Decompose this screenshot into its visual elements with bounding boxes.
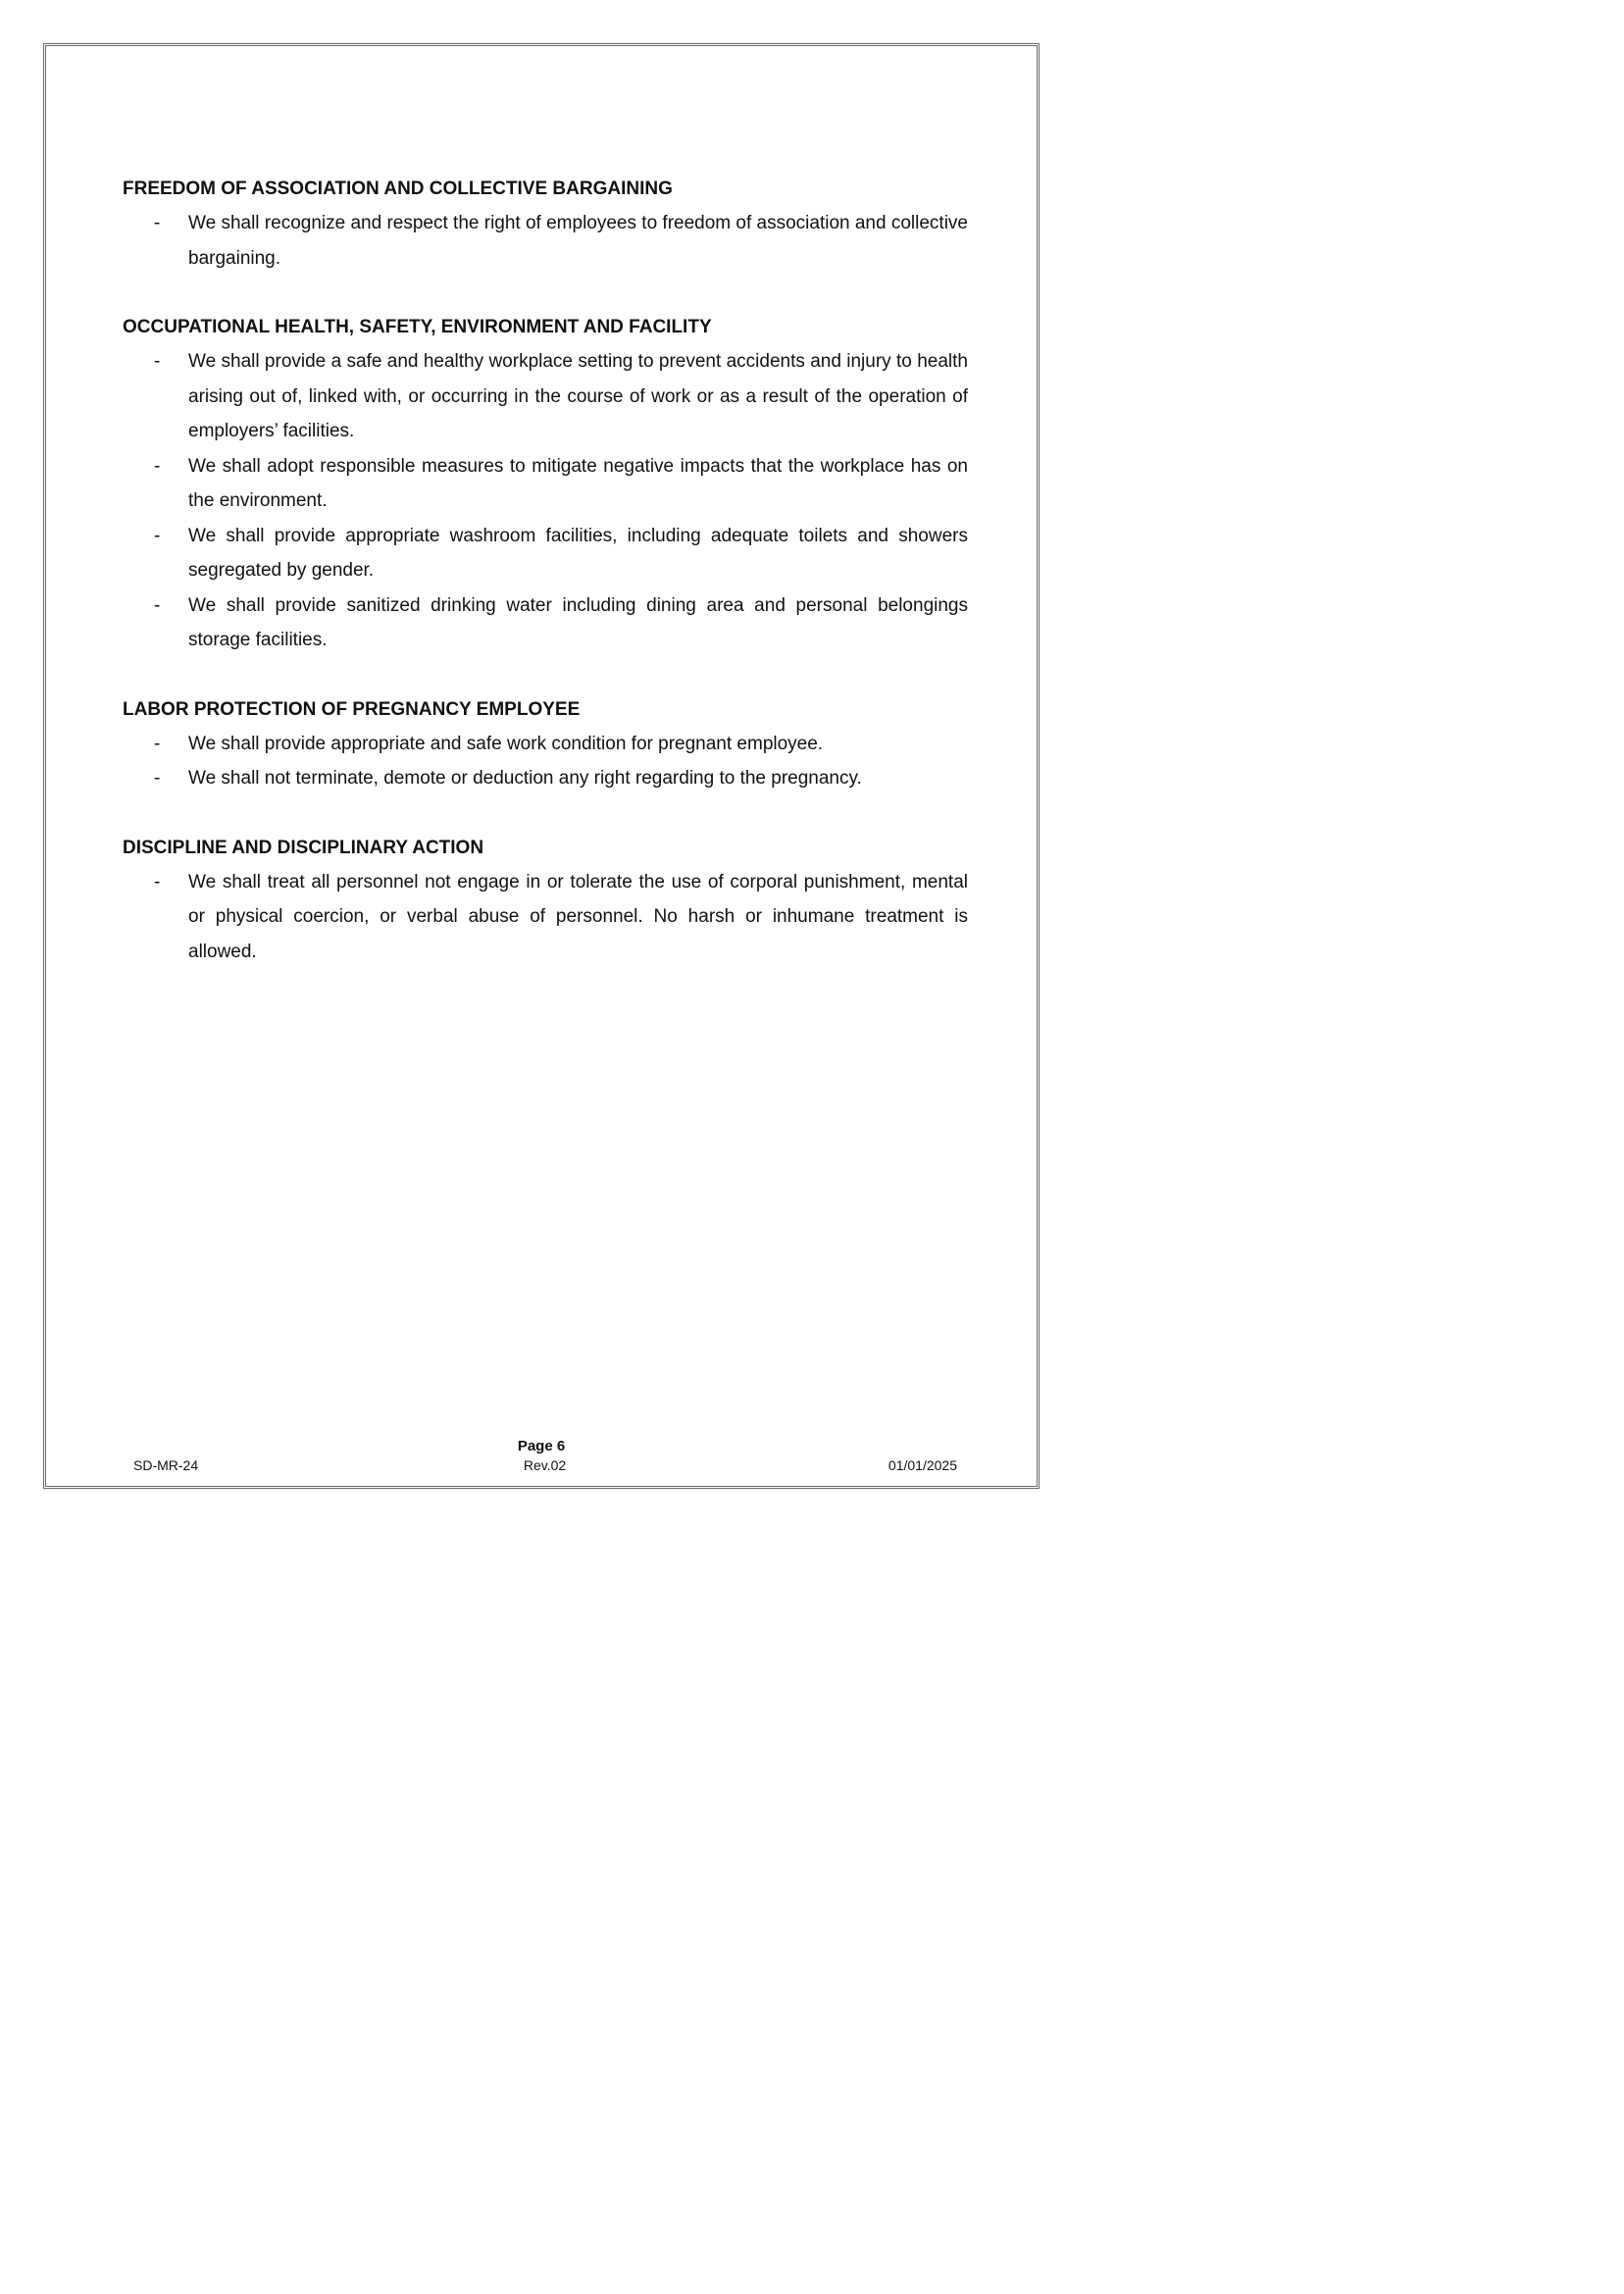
- list-item: [123, 519, 968, 588]
- document-body: [123, 172, 968, 1003]
- bullet-dash: -: [154, 733, 161, 754]
- section-heading: FREEDOM OF ASSOCIATION AND COLLECTIVE BARGAINING: [123, 178, 673, 199]
- bullet-dash: -: [154, 525, 161, 546]
- list-item-text: We shall provide appropriate washroom facilities, including adequate toilets and showers segregated by gender.: [188, 525, 968, 581]
- list-item-text: We shall not terminate, demote or deduction any right regarding to the pregnancy.: [188, 768, 862, 789]
- list-item: [123, 206, 968, 276]
- section-occupational-health: [123, 310, 968, 658]
- page-number: Page 6: [517, 1438, 566, 1454]
- list-item-text: We shall treat all personnel not engage in or tolerate the use of corporal punishment, mental or physical coercion, or verbal abuse of personnel. No harsh or inhumane treatment is allowed.: [188, 871, 968, 962]
- list-item: [123, 761, 968, 796]
- revision-label: Rev.02: [523, 1457, 567, 1473]
- section-heading: LABOR PROTECTION OF PREGNANCY EMPLOYEE: [123, 698, 581, 720]
- list-item: [123, 727, 968, 762]
- list-item: [123, 449, 968, 519]
- bullet-dash: -: [154, 213, 161, 233]
- bullet-dash: -: [154, 768, 161, 789]
- section-discipline: [123, 831, 968, 970]
- list-item: [123, 588, 968, 658]
- section-freedom-of-association: [123, 172, 968, 276]
- bullet-dash: -: [154, 351, 161, 372]
- bullet-dash: -: [154, 871, 161, 892]
- section-heading: OCCUPATIONAL HEALTH, SAFETY, ENVIRONMENT AND FACILITY: [123, 317, 712, 337]
- list-item-text: We shall provide a safe and healthy workplace setting to prevent accidents and injury to health arising out of, linked with, or occurring in the course of work or as a result of the operation of employers’ facilities.: [188, 351, 968, 441]
- bullet-dash: -: [154, 455, 161, 477]
- list-item: [123, 865, 968, 970]
- list-item-text: We shall adopt responsible measures to mitigate negative impacts that the workplace has on the environment.: [188, 455, 968, 511]
- section-labor-protection-pregnancy: [123, 692, 968, 796]
- list-item: [123, 344, 968, 449]
- bullet-dash: -: [154, 594, 161, 616]
- list-item-text: We shall recognize and respect the right of employees to freedom of association and collective bargaining.: [188, 213, 968, 269]
- document-code: SD-MR-24: [133, 1457, 199, 1473]
- list-item-text: We shall provide appropriate and safe work condition for pregnant employee.: [188, 733, 824, 754]
- section-heading: DISCIPLINE AND DISCIPLINARY ACTION: [123, 837, 484, 858]
- document-date: 01/01/2025: [888, 1457, 957, 1473]
- list-item-text: We shall provide sanitized drinking water including dining area and personal belongings storage facilities.: [188, 594, 968, 650]
